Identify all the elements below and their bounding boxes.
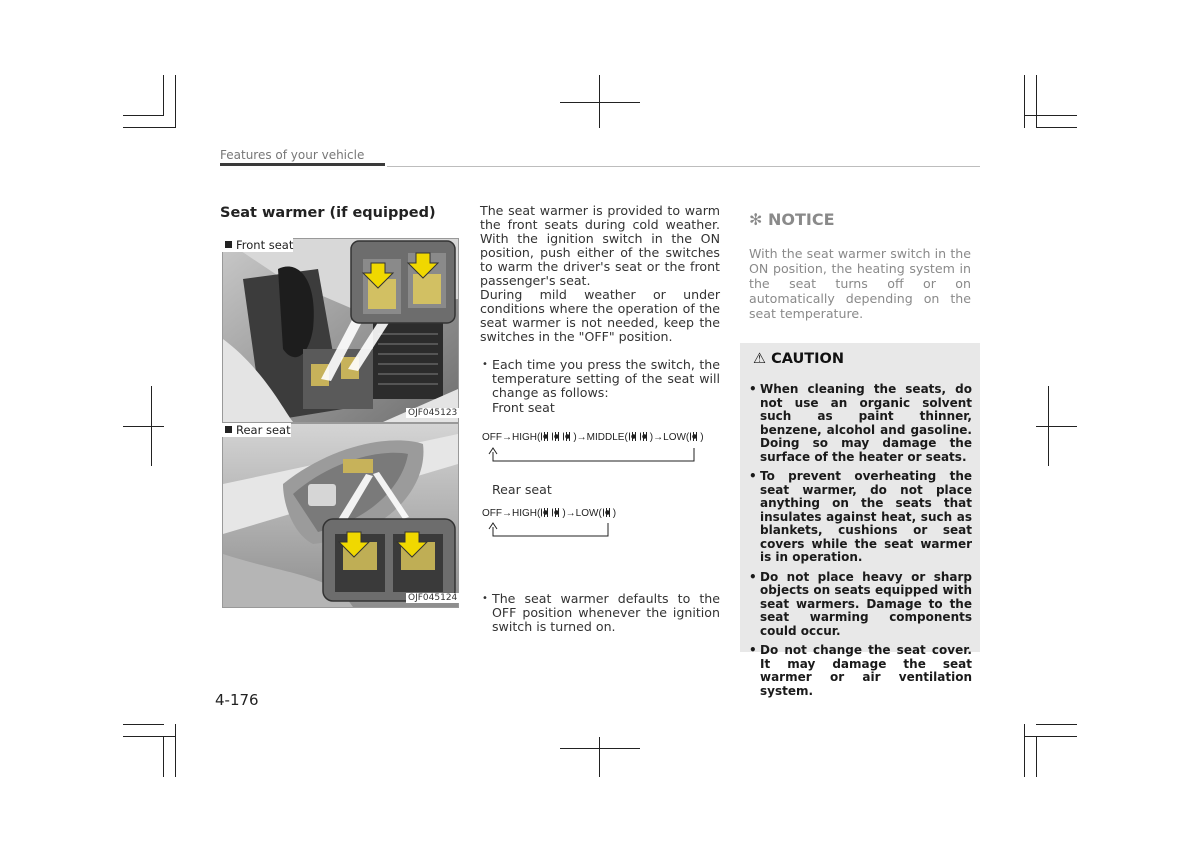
rear-seat-figure: [222, 423, 459, 608]
section-title: Seat warmer (if equipped): [220, 205, 436, 221]
heat-level-icon: [552, 432, 561, 441]
rear-sequence-return-arrow: [488, 521, 613, 539]
caution-list: [748, 383, 972, 704]
heat-level-icon: [690, 432, 699, 441]
front-seat-console-image: [223, 239, 458, 422]
heat-level-icon: [552, 508, 561, 517]
heat-level-icon: [541, 432, 550, 441]
front-seat-figure: [222, 238, 459, 423]
intro-paragraph: During mild weather or under conditions where the operation of the seat warmer is not needed, keep the switches in the "OFF" position.: [480, 287, 720, 344]
bullet-switch-sequence: • Each time you press the switch, the temperature setting of the seat will change as follows:: [480, 358, 720, 400]
intro-text: [480, 204, 720, 344]
heat-level-icon: [603, 508, 612, 517]
figure-label-rear: Rear seat: [222, 423, 291, 437]
square-bullet-icon: [225, 241, 232, 248]
front-seat-sequence: OFF→HIGH( )→MIDDLE( )→LOW( ): [482, 432, 704, 443]
square-bullet-icon: [225, 426, 232, 433]
page-number: 4-176: [215, 691, 259, 709]
bullet-default-off: • The seat warmer defaults to the OFF position whenever the ignition switch is turned on.: [480, 592, 720, 634]
front-seat-subheading: Front seat: [492, 400, 555, 415]
caution-item: • To prevent overheating the seat warmer, do not place anything on the seats that insulates against heat, such as blankets, cushions or seat covers while the seat warmer is in operation.: [748, 470, 972, 565]
rear-seat-sequence: OFF→HIGH( )→LOW( ): [482, 508, 617, 519]
heat-level-icon: [563, 432, 572, 441]
intro-paragraph: The seat warmer is provided to warm the front seats during cold weather. With the ignition switch in the ON position, push either of the switches to warm the driver's seat or the front passenger's seat.: [480, 203, 720, 288]
heat-level-icon: [629, 432, 638, 441]
heat-level-icon: [640, 432, 649, 441]
caution-heading: ⚠ CAUTION: [753, 351, 845, 367]
header-rule: [387, 166, 980, 167]
asterisk-icon: ✻: [749, 210, 763, 229]
caution-item: • When cleaning the seats, do not use an organic solvent such as paint thinner, benzene, alcohol and gasoline. Doing so may damage the surface of the heater or seats.: [748, 383, 972, 464]
warning-triangle-icon: ⚠: [753, 351, 766, 367]
notice-heading: ✻ NOTICE: [749, 210, 835, 229]
figure-code-rear: OJF045124: [408, 593, 458, 603]
notice-text: With the seat warmer switch in the ON position, the heating system in the seat turns off or on automatically depending on the seat temperature.: [749, 246, 971, 321]
rear-door-switch-image: [223, 424, 458, 607]
heat-level-icon: [541, 508, 550, 517]
running-header: Features of your vehicle: [220, 148, 365, 162]
rear-seat-subheading: Rear seat: [492, 482, 552, 497]
caution-item: • Do not change the seat cover. It may damage the seat warmer or air ventilation system.: [748, 644, 972, 698]
front-sequence-return-arrow: [488, 446, 700, 464]
figure-code-front: OJF045123: [408, 408, 458, 418]
figure-label-front: Front seat: [222, 238, 293, 252]
header-bar: [220, 163, 385, 166]
caution-item: • Do not place heavy or sharp objects on seats equipped with seat warmers. Damage to the seat warming components could occur.: [748, 571, 972, 639]
